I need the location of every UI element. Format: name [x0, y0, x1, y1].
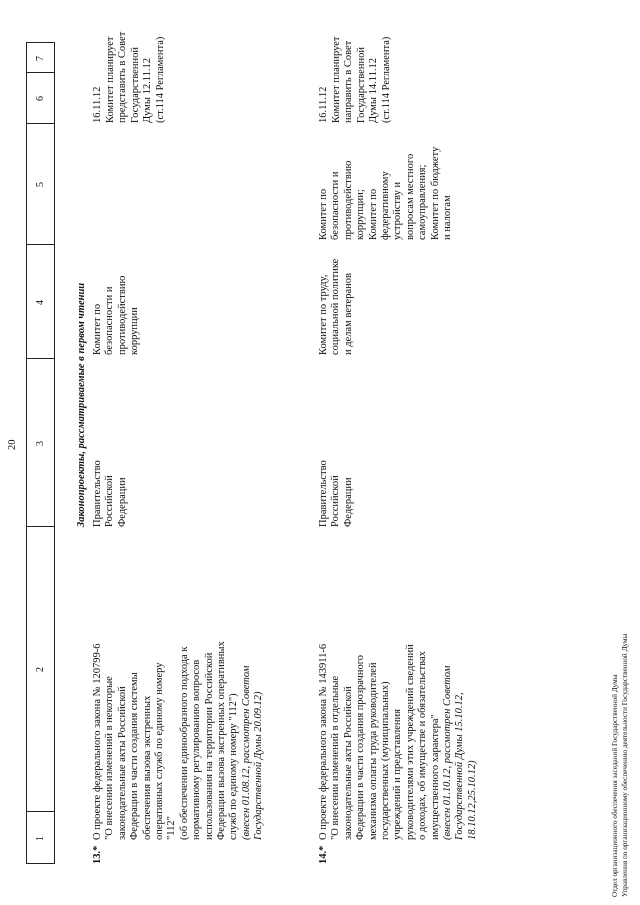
bill-title: О проекте федерального закона № 120799-6 "О внесении изменений в некоторые законодательные акты Российской Федерации в части создания системы обеспечения вызова экстренных оперативных служб по единому номеру "112" (об обеспечении единообразного подхода к нормативному регулированию вопросов использования на территории Российской Федерации вызова экстренных оперативных служб по единому номеру "112"): [92, 641, 240, 840]
column-number-3: 3: [35, 441, 46, 446]
bill-note: (внесен 01.08.12, рассмотрен Советом Государственной Думы 20.09.12): [240, 665, 265, 840]
bill-description: [318, 644, 479, 840]
header-col-separator: [26, 42, 55, 43]
header-col-separator: [26, 863, 55, 864]
row-number: 13.*: [92, 845, 103, 864]
column-number-7: 7: [35, 56, 46, 61]
column-number-6: 6: [35, 96, 46, 101]
lead-committee: Комитет по труду, социальной политике и делам ветеранов: [318, 258, 354, 355]
header-col-separator: [26, 358, 55, 359]
header-top-rule: [26, 42, 27, 864]
page-number: 20: [7, 439, 18, 450]
header-col-separator: [26, 72, 55, 73]
column-number-1: 1: [35, 836, 46, 841]
column-number-5: 5: [35, 182, 46, 187]
row-number: 14.*: [318, 845, 329, 864]
bill-title: О проекте федерального закона № 143911-6 "О внесении изменений в отдельные законодательные акты Российской Федерации в части создания прозрачного механизма оплаты труда руководителей государственных (муниципальных) учреждений и представления руководителями этих учреждений сведений о доходах, об имуществе и обязательствах имущественного характера": [318, 643, 441, 840]
action: Комитет планирует представить в Совет Государственной Думы 12.11.12 (ст.114 Регламента): [105, 31, 166, 123]
section-title: Законопроекты, рассматриваемые в первом чтении: [76, 282, 87, 528]
footer-line-2: Управления по организационному обеспечению деятельности Государственной Думы: [621, 633, 629, 897]
header-col-separator: [26, 244, 55, 245]
header-bottom-rule: [54, 42, 55, 864]
initiator: Правительство Российской Федерации: [318, 460, 354, 527]
header-col-separator: [26, 811, 55, 812]
action: Комитет планирует направить в Совет Государственной Думы 14.11.12 (ст.114 Регламента): [331, 36, 392, 123]
date: 16.11.12: [92, 86, 103, 123]
bill-note: (внесен 01.10.12, рассмотрен Советом Государственной Думы 15.10.12, 18.10.12,25.10.12): [442, 665, 478, 840]
date: 16.11.12: [318, 86, 329, 123]
column-number-4: 4: [35, 300, 46, 305]
column-number-2: 2: [35, 667, 46, 672]
lead-committee: Комитет по безопасности и противодействию коррупции: [92, 275, 141, 355]
co-committees: Комитет по безопасности и противодействию коррупции; Комитет по федеративному устройству и вопросам местного самоуправления; Комитет по бюджету и налогам: [318, 146, 454, 240]
header-col-separator: [26, 123, 55, 124]
bill-description: [92, 641, 266, 840]
header-col-separator: [26, 526, 55, 527]
initiator: Правительство Российской Федерации: [92, 460, 128, 527]
footer-line-1: Отдел организационного обеспечения заседаний Государственной Думы: [611, 674, 619, 897]
